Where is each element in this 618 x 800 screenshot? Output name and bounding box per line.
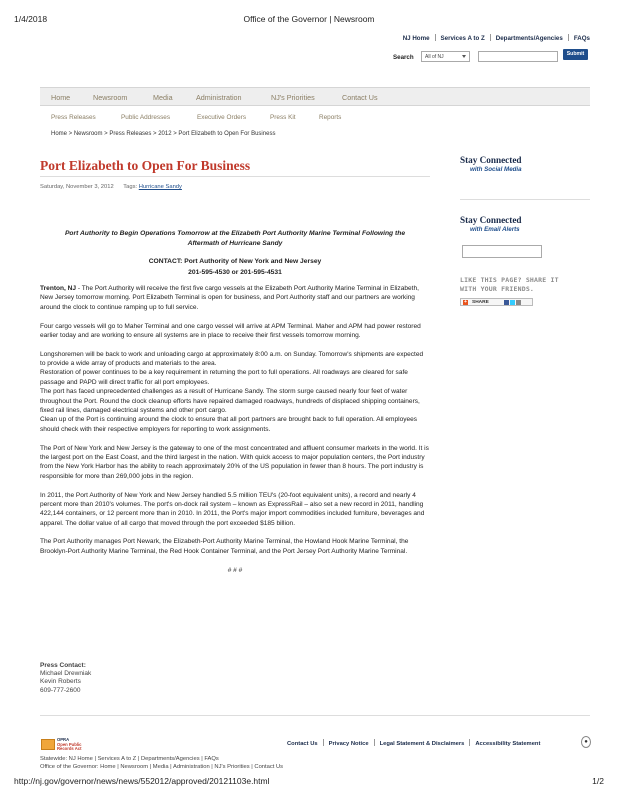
end-mark: # # # [227, 567, 243, 575]
footer-nav-statewide[interactable]: Statewide: NJ Home | Services A to Z | Departments/Agencies | FAQs [40, 756, 219, 762]
footer-link-legal[interactable]: Legal Statement & Disclaimers [379, 741, 465, 747]
util-link-departments[interactable]: Departments/Agencies [495, 35, 563, 42]
opra-logo-icon [41, 739, 55, 750]
footer-nav-governor[interactable]: Office of the Governor: Home | Newsroom | Media | Administration | NJ's Priorities | Contact Us [40, 763, 284, 770]
sub-nav [40, 112, 590, 126]
nav-administration[interactable]: Administration [196, 93, 242, 102]
paragraph: Four cargo vessels will go to Maher Terminal and one cargo vessel will arrive at APM Terminal. Maher and APM had power restored earlier today and are working to ensure all systems are in place to receive their first vessels tomorrow morning. [40, 322, 421, 339]
paragraph-text: - The Port Authority will receive the first five cargo vessels at the Elizabeth Port Authority Marine Terminal in Elizabeth, New Jersey tomorrow morning. Port Elizabeth Terminal is open for business, and Port Authority staff and our partners are working around the clock to continue ramping up to full service. [40, 285, 419, 311]
nav-media[interactable]: Media [153, 93, 173, 102]
subnav-press-kit[interactable]: Press Kit [270, 114, 296, 121]
tag-link[interactable]: Hurricane Sandy [138, 184, 182, 190]
utility-nav [403, 34, 590, 42]
article-meta [40, 184, 182, 190]
paragraph: Restoration of power continues to be a key requirement in returning the port to full operations. All roadways are cleared for safe passage and PAPD will direct traffic for all port employees. [40, 369, 408, 386]
footer-link-accessibility[interactable]: Accessibility Statement [475, 741, 541, 747]
share-prompt-line: LIKE THIS PAGE? SHARE IT [460, 276, 559, 284]
print-page-number: 1/2 [592, 776, 604, 786]
press-contact-label: Press Contact: [40, 662, 86, 669]
paragraph: In 2011, the Port Authority of New York and New Jersey handled 5.5 million TEU's (20-foot equivalent units), a record and nearly 4 percent more than 2010's volumes. The port's on-dock rail system – known as ExpressRail – also set a new record in 2011, handling 422,144 containers, or 12 percent more than in 2010. In 2011, the Port's major import commodities included furniture, beverages and apparel. The dollar value of all cargo that moved through the port exceeded $185 billion. [40, 491, 425, 527]
tags-label: Tags: [123, 184, 138, 190]
share-service-icons [504, 300, 531, 305]
print-date: 1/4/2018 [14, 14, 48, 24]
email-alert-input[interactable] [462, 245, 542, 258]
paragraph: Longshoremen will be back to work and unloading cargo at approximately 8:00 a.m. on Sunday. Tomorrow's shipments are expected to provide a wide array of products and materials to the area. [40, 350, 424, 368]
opra-subtitle: Open Public Records Act [57, 741, 82, 752]
print-url: http://nj.gov/governor/news/news/552012/approved/20121103e.html [14, 776, 270, 786]
chevron-down-icon [462, 55, 466, 58]
footer-link-privacy[interactable]: Privacy Notice [328, 741, 369, 747]
opra-title: OPRA [57, 737, 70, 742]
divider [40, 715, 590, 716]
sidebar-email-link[interactable]: with Email Alerts [470, 226, 520, 233]
sidebar-email-title: Stay Connected [460, 215, 522, 225]
share-button[interactable] [460, 298, 533, 306]
accessibility-icon[interactable]: ● [581, 736, 591, 748]
nav-contact-us[interactable]: Contact Us [342, 93, 378, 102]
article-body [40, 229, 430, 585]
nav-newsroom[interactable]: Newsroom [93, 93, 128, 102]
paragraph: The Port of New York and New Jersey is the gateway to one of the most concentrated and affluent consumer markets in the world. It is the largest port on the East Coast, and the third largest in the nation. With quick access to major population centers, the Port industry from the New York Harbor has the ability to reach approximately 20% of the US population in fewer than 8 hours. The port industry is responsible for more than 269,000 jobs in the region. [40, 444, 429, 480]
share-prompt [460, 276, 559, 294]
email-icon [516, 300, 521, 305]
article-headline: Port Authority to Begin Operations Tomorrow at the Elizabeth Port Authority Marine Terminal Following the Aftermath of Hurricane Sandy [64, 230, 406, 247]
twitter-icon [510, 300, 515, 305]
nav-home[interactable]: Home [51, 93, 71, 102]
dateline: Trenton, NJ [40, 285, 77, 292]
footer-nav [40, 756, 283, 771]
share-label: SHARE [472, 300, 489, 305]
paragraph: The Port Authority manages Port Newark, the Elizabeth-Port Authority Marine Terminal, the Howland Hook Marine Terminal, the Brooklyn-Port Authority Marine Terminal, the Red Hook Container Terminal, and the Port Jersey Port Authority Marine Terminal. [40, 538, 409, 555]
print-title: Office of the Governor | Newsroom [243, 14, 375, 24]
divider [460, 199, 590, 200]
subnav-executive-orders[interactable]: Executive Orders [197, 114, 247, 121]
search-input[interactable] [478, 51, 558, 62]
util-link-faqs[interactable]: FAQs [573, 35, 590, 42]
sidebar-social [460, 155, 590, 200]
breadcrumb[interactable]: Home > Newsroom > Press Releases > 2012 > Port Elizabeth to Open For Business [51, 131, 276, 137]
press-contact-name: Michael Drewniak [40, 670, 92, 678]
share-prompt-line: WITH YOUR FRIENDS. [460, 284, 535, 293]
sidebar-email [460, 215, 590, 233]
press-contact-name: Kevin Roberts [40, 678, 81, 686]
contact-block [40, 257, 430, 278]
print-header [14, 14, 604, 26]
footer-link-contact[interactable]: Contact Us [287, 741, 318, 747]
search-scope-value: All of NJ [425, 54, 444, 60]
search-submit-button[interactable]: Submit [563, 49, 588, 60]
search-label: Search [393, 54, 414, 61]
subnav-reports[interactable]: Reports [319, 114, 342, 121]
facebook-icon [504, 300, 509, 305]
util-link-services[interactable]: Services A to Z [440, 35, 485, 42]
sidebar-social-link[interactable]: with Social Media [470, 166, 522, 173]
main-nav [40, 87, 590, 106]
footer-links [287, 739, 540, 747]
contact-line: CONTACT: Port Authority of New York and New Jersey [148, 258, 322, 265]
page-title: Port Elizabeth to Open For Business [40, 158, 251, 173]
subnav-public-addresses[interactable]: Public Addresses [121, 114, 171, 121]
nav-priorities[interactable]: NJ's Priorities [271, 93, 315, 102]
search-scope-select[interactable] [421, 51, 470, 62]
paragraph: Clean up of the Port is continuing around the clock to ensure that all port partners are brought back to full operation. All employees should check with their respective employers for reporting to work assignments. [40, 416, 418, 433]
paragraph [40, 284, 430, 312]
press-contact [40, 662, 91, 695]
opra-logo[interactable] [41, 737, 93, 752]
plus-icon: + [464, 299, 467, 305]
paragraph: The port has faced unprecedented challenges as a result of Hurricane Sandy. The storm surge caused nearly four feet of water throughout the Port. Round the clock cleanup efforts have repaired damaged roadways, hundreds of displaced shipping containers, fixed rail lines, damaged electrical systems and other port cargo. [40, 388, 420, 415]
press-contact-phone: 609-777-2600 [40, 686, 81, 694]
divider [40, 176, 430, 177]
opra-logo-text [57, 738, 93, 752]
util-link-nj-home[interactable]: NJ Home [402, 35, 430, 42]
subnav-press-releases[interactable]: Press Releases [51, 114, 96, 121]
sidebar-social-title: Stay Connected [460, 155, 522, 165]
article-date: Saturday, November 3, 2012 [40, 184, 114, 190]
contact-phones: 201-595-4530 or 201-595-4531 [188, 268, 282, 276]
